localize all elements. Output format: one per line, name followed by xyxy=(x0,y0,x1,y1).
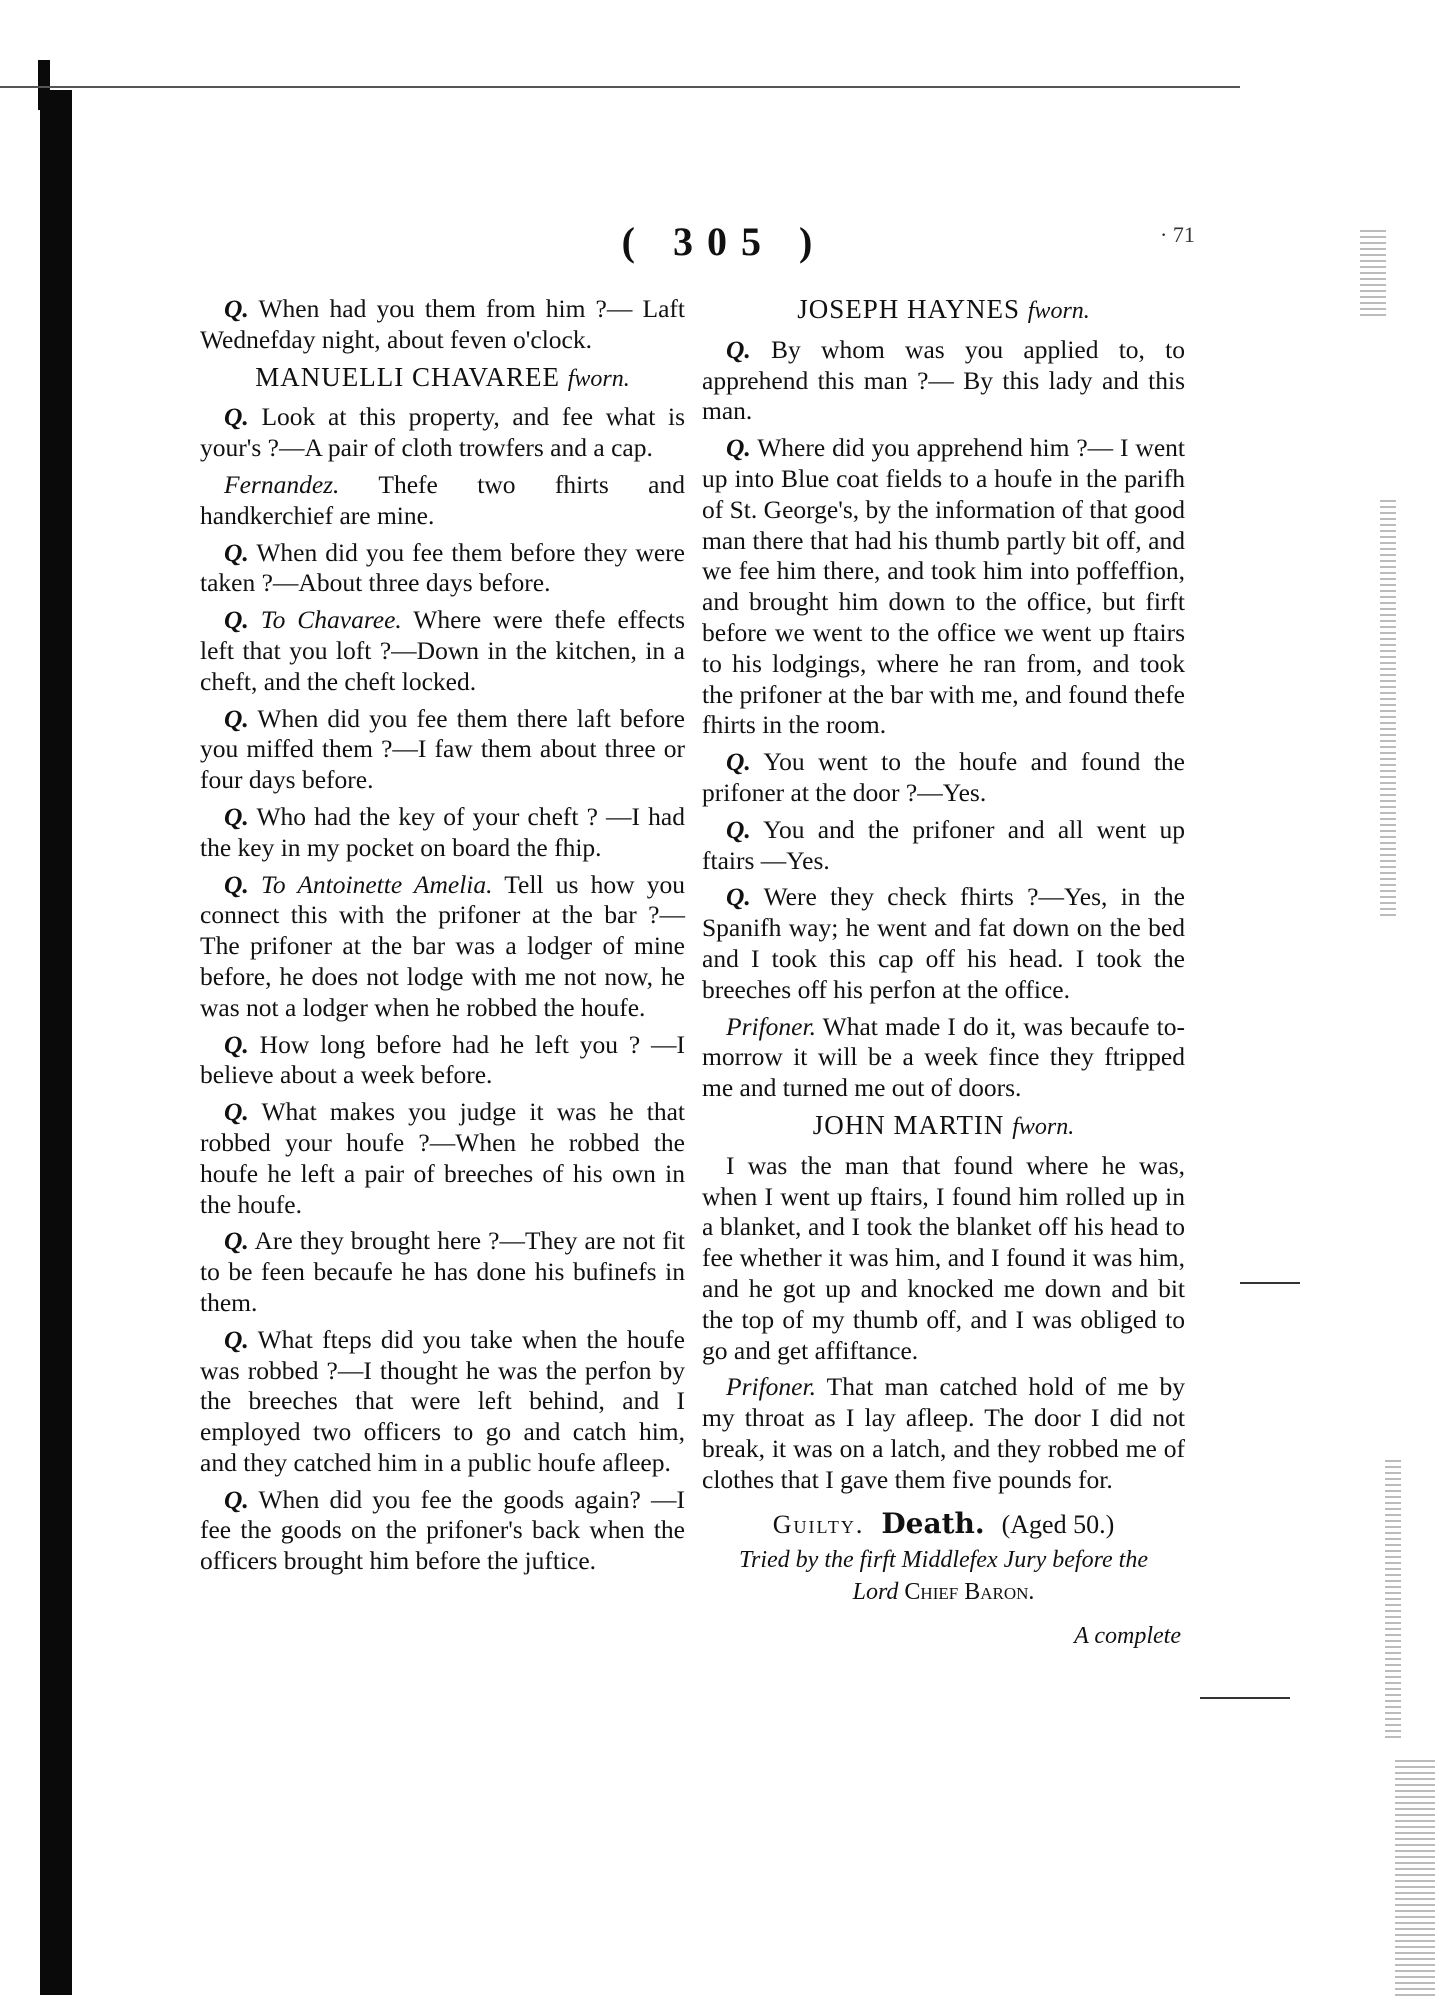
question-marker: Q. xyxy=(224,1029,249,1059)
question-paragraph xyxy=(702,433,1185,741)
question-marker: Q. xyxy=(224,294,249,323)
question-marker: Q. xyxy=(224,703,249,733)
margin-mark xyxy=(1240,1282,1300,1284)
left-column xyxy=(200,294,685,1583)
question-paragraph xyxy=(200,870,685,1024)
edge-speckle xyxy=(1380,500,1396,920)
right-column xyxy=(702,294,1185,1652)
verdict-sentence: Death. xyxy=(881,1507,985,1541)
verdict-line xyxy=(702,1509,1185,1541)
witness-name: JOHN MARTIN xyxy=(812,1109,1013,1140)
question-paragraph xyxy=(200,1485,685,1577)
speaker-name: Prifoner. xyxy=(726,1011,816,1041)
question-marker: Q. xyxy=(224,402,249,432)
testimony-paragraph xyxy=(702,1151,1185,1367)
paragraph-text: That man catched hold of me by my throat as I lay afleep. The door I did not break, it was on a latch, and they robbed me of clothes that I gave them five pounds for. xyxy=(702,1372,1185,1494)
addressee: To Chavaree. xyxy=(248,605,402,635)
question-paragraph xyxy=(702,815,1185,877)
sworn-label: fworn. xyxy=(1012,1113,1075,1140)
paragraph-text: What made I do it, was becaufe to-morrow it will be a week fince they ftripped me and turned me out of doors. xyxy=(702,1011,1185,1103)
question-paragraph xyxy=(200,704,685,796)
verdict-guilty: Guilty. xyxy=(772,1510,865,1540)
paragraph-text: How long before had he left you ? —I believe about a week before. xyxy=(200,1029,685,1090)
edge-speckle xyxy=(1395,1760,1435,2000)
judge-prefix: Lord xyxy=(852,1579,905,1606)
paragraph-text: Who had the key of your cheft ? —I had the key in my pocket on board the fhip. xyxy=(200,801,685,862)
question-marker: Q. xyxy=(726,334,751,364)
paragraph-text: You and the prifoner and all went up ftairs —Yes. xyxy=(702,814,1185,875)
tried-line-judge xyxy=(702,1577,1185,1607)
sworn-label: fworn. xyxy=(567,365,630,392)
question-paragraph xyxy=(702,335,1185,427)
paragraph-text: Thefe two fhirts and handkerchief are mine. xyxy=(200,469,685,530)
verdict-age: (Aged 50.) xyxy=(1001,1510,1115,1540)
question-paragraph xyxy=(200,294,685,356)
speaker-paragraph xyxy=(702,1372,1185,1495)
question-paragraph xyxy=(200,538,685,600)
paragraph-text: Where were thefe effects left that you loft ?—Down in the kitchen, in a cheft, and the cheft locked. xyxy=(200,605,685,696)
catchword: A complete xyxy=(1074,1623,1181,1650)
sworn-label: fworn. xyxy=(1027,298,1090,324)
question-paragraph xyxy=(200,1325,685,1479)
witness-name: JOSEPH HAYNES xyxy=(797,294,1028,324)
paragraph-text: Look at this property, and fee what is your's ?—A pair of cloth trowfers and a cap. xyxy=(200,402,685,463)
paragraph-text: Tell us how you connect this with the prifoner at the bar ?— The prifoner at the bar was a lodger of mine before, he does not lodge with me not now, he was not a lodger when he robbed the houfe. xyxy=(200,869,685,1022)
addressee: To Antoinette Amelia. xyxy=(248,869,493,899)
question-paragraph xyxy=(200,1097,685,1220)
question-paragraph xyxy=(702,882,1185,1005)
question-paragraph xyxy=(702,747,1185,809)
question-paragraph xyxy=(200,802,685,864)
speaker-name: Prifoner. xyxy=(726,1372,816,1402)
question-marker: Q. xyxy=(726,433,751,463)
question-marker: Q. xyxy=(726,882,751,912)
paragraph-text: By whom was you applied to, to apprehend this man ?— By this lady and this man. xyxy=(702,334,1185,426)
question-marker: Q. xyxy=(224,1484,249,1514)
paragraph-text: I was the man that found where he was, when I went up ftairs, I found him rolled up in a blanket, and I took the blanket off his head to fee whether it was him, and I found it was him, and he got up and knocked me down and bit the top of my thumb off, and I was obliged to go and get affiftance. xyxy=(702,1150,1185,1365)
paragraph-text: What fteps did you take when the houfe was robbed ?—I thought he was the perfon by the breeches that were left behind, and I employed two officers to go and catch him, and they catched him in a public houfe afleep. xyxy=(200,1324,685,1477)
question-marker: Q. xyxy=(224,1097,249,1127)
question-marker: Q. xyxy=(224,605,249,635)
paragraph-text: You went to the houfe and found the prifoner at the door ?—Yes. xyxy=(702,747,1185,807)
paragraph-text: Were they check fhirts ?—Yes, in the Spanifh way; he went and fat down on the bed and I took this cap off his head. I took the breeches off his perfon at the office. xyxy=(702,882,1185,1004)
paragraph-text: When had you them from him ?— Laft Wednefday night, about feven o'clock. xyxy=(200,294,685,354)
paragraph-text: Are they brought here ?—They are not fit to be feen becaufe he has done his bufinefs in them. xyxy=(200,1226,685,1317)
question-marker: Q. xyxy=(224,537,249,567)
witness-heading xyxy=(200,362,685,395)
question-paragraph xyxy=(200,402,685,464)
page-corner-mark: · 71 xyxy=(1160,222,1195,247)
witness-heading xyxy=(702,1110,1185,1143)
speaker-name: Fernandez. xyxy=(224,469,340,499)
question-marker: Q. xyxy=(224,801,249,831)
book-spine-shadow xyxy=(40,90,72,1995)
tried-line: Tried by the firft Middlefex Jury before the xyxy=(738,1547,1148,1574)
question-paragraph xyxy=(200,1030,685,1092)
judge-title: Chief Baron. xyxy=(904,1579,1035,1606)
paragraph-text: Where did you apprehend him ?— I went up into Blue coat fields to a houfe in the parifh of St. George's, by the information of that good man there that had his thumb partly bit off, and we fee him there, and took him into poffeffion, and brought him down to the office, but firft before we went to the office we went up ftairs to his lodgings, where he ran from, and took the prifoner at the bar with me, and found thefe fhirts in the room. xyxy=(702,433,1185,740)
paragraph-text: When did you fee them before they were taken ?—About three days before. xyxy=(200,537,685,598)
witness-name: MANUELLI CHAVAREE xyxy=(255,361,568,392)
speaker-paragraph xyxy=(702,1012,1185,1104)
paragraph-text: What makes you judge it was he that robbed your houfe ?—When he robbed the houfe he left a pair of breeches of his own in the houfe. xyxy=(200,1097,685,1219)
question-paragraph xyxy=(200,1226,685,1318)
speaker-paragraph xyxy=(200,470,685,532)
top-rule xyxy=(0,86,1240,88)
witness-heading xyxy=(702,294,1185,327)
margin-mark xyxy=(1200,1697,1290,1699)
edge-speckle xyxy=(1385,1460,1401,1740)
page-number: ( 305 ) xyxy=(621,219,827,264)
question-marker: Q. xyxy=(726,814,751,844)
question-paragraph xyxy=(200,605,685,697)
paragraph-text: When did you fee the goods again? —I fee the goods on the prifoner's back when the officers brought him before the juftice. xyxy=(200,1484,685,1576)
question-marker: Q. xyxy=(224,869,249,899)
question-marker: Q. xyxy=(726,747,751,777)
question-marker: Q. xyxy=(224,1226,249,1256)
paragraph-text: When did you fee them there laft before you miffed them ?—I faw them about three or four days before. xyxy=(200,703,685,795)
question-marker: Q. xyxy=(224,1324,249,1354)
